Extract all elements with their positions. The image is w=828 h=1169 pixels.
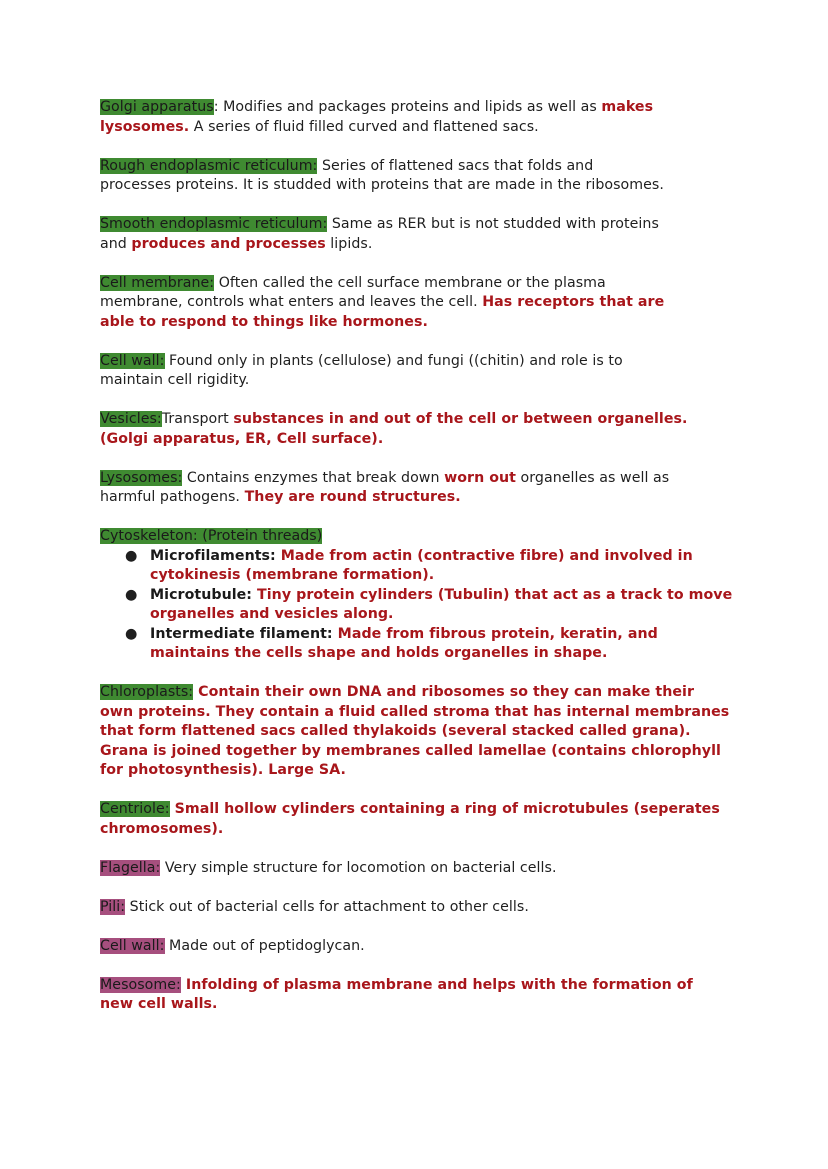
term-highlight: Cell membrane: [100, 274, 215, 291]
text-line [100, 235, 740, 255]
text-line [100, 176, 740, 196]
text-line [100, 118, 740, 138]
term-highlight: Cell wall: [100, 352, 165, 369]
definition-paragraph [100, 527, 740, 664]
term-highlight: Pili: [100, 898, 126, 915]
term-highlight: Rough endoplasmic reticulum: [100, 157, 318, 174]
definition-paragraph [100, 157, 740, 196]
text-line [100, 898, 740, 918]
body-text: Same as RER but is not studded with proteins [327, 216, 659, 232]
body-text: A series of fluid filled curved and flattened sacs. [189, 118, 539, 135]
text-line [100, 313, 740, 333]
emphasis-text: maintains the cells shape and holds organelles in shape. [150, 645, 608, 661]
text-line [150, 644, 740, 664]
emphasis-text: Has receptors that are [482, 294, 665, 310]
text-line [100, 274, 740, 294]
text-line [100, 761, 740, 781]
bullet-icon: ● [125, 625, 138, 642]
definition-paragraph [100, 800, 740, 839]
text-line [100, 215, 740, 235]
definition-paragraph [100, 898, 740, 918]
bullet-icon: ● [125, 586, 138, 603]
body-text: Made out of peptidoglycan. [164, 937, 365, 954]
bullet-term: Microfilaments: [150, 547, 281, 564]
emphasis-text: Grana is joined together by membranes called lamellae (contains chlorophyll [100, 742, 721, 759]
definition-paragraph [100, 976, 740, 1015]
body-text: Stick out of bacterial cells for attachment to other cells. [125, 898, 529, 915]
definition-paragraph [100, 683, 740, 781]
text-line [100, 293, 740, 313]
body-text: processes proteins. It is studded with proteins that are made in the ribosomes. [100, 177, 664, 193]
emphasis-text: produces and processes [131, 235, 326, 252]
body-text: Often called the cell surface membrane or the plasma [214, 274, 606, 291]
bullet-icon: ● [125, 547, 138, 564]
term-highlight: Centriole: [100, 801, 170, 817]
text-line [100, 683, 740, 703]
term-highlight: Mesosome: [100, 976, 181, 993]
emphasis-text: cytokinesis (membrane formation). [150, 567, 435, 583]
text-line [100, 469, 740, 489]
definition-paragraph [100, 274, 740, 333]
bullet-list [100, 547, 740, 664]
emphasis-text: chromosomes). [100, 820, 224, 837]
body-text: maintain cell rigidity. [100, 372, 250, 388]
term-highlight: Flagella: [100, 859, 161, 876]
text-line [100, 976, 740, 996]
document-page [100, 98, 740, 1034]
text-line [150, 566, 740, 586]
emphasis-text: Contain their own DNA and ribosomes so they can make their [193, 684, 695, 700]
bullet-term: Microtubule: [150, 586, 258, 603]
text-line [100, 157, 740, 177]
definition-paragraph [100, 937, 740, 957]
emphasis-text: own proteins. They contain a fluid called stroma that has internal membranes [100, 703, 730, 720]
text-line [100, 742, 740, 762]
emphasis-text: worn out [444, 469, 516, 486]
definition-paragraph [100, 98, 740, 137]
emphasis-text: Infolding of plasma membrane and helps with the formation of [180, 976, 693, 993]
body-text: membrane, controls what enters and leaves the cell. [100, 294, 483, 310]
emphasis-text: Made from fibrous protein, keratin, and [337, 625, 658, 642]
text-line [100, 800, 740, 820]
text-line [100, 371, 740, 391]
term-highlight: Lysosomes: [100, 469, 183, 486]
body-text: Found only in plants (cellulose) and fungi ((chitin) and role is to [164, 352, 623, 369]
emphasis-text: makes [601, 99, 654, 115]
text-line [100, 98, 740, 118]
text-line [100, 937, 740, 957]
emphasis-text: substances in and out of the cell or between organelles. [233, 411, 688, 427]
list-item [125, 586, 740, 625]
emphasis-text: lysosomes. [100, 118, 190, 135]
body-text: Contains enzymes that break down [182, 469, 445, 486]
definition-paragraph [100, 859, 740, 879]
text-line [100, 703, 740, 723]
text-line [100, 995, 740, 1015]
bullet-term: Intermediate filament: [150, 625, 338, 642]
emphasis-text: new cell walls. [100, 996, 218, 1012]
body-text: and [100, 235, 132, 252]
text-line [100, 722, 740, 742]
term-highlight: Chloroplasts: [100, 684, 194, 700]
emphasis-text: able to respond to things like hormones. [100, 313, 428, 330]
term-highlight: Smooth endoplasmic reticulum: [100, 216, 328, 232]
term-highlight: Golgi apparatus [100, 99, 214, 115]
text-line [150, 586, 740, 606]
emphasis-text: They are round structures. [244, 489, 461, 505]
list-item [125, 625, 740, 664]
term-highlight: Vesicles: [100, 411, 162, 427]
text-line [100, 410, 740, 430]
text-line [100, 488, 740, 508]
body-text: Series of flattened sacs that folds and [317, 157, 594, 174]
term-highlight: Cytoskeleton: (Protein threads) [100, 528, 323, 544]
list-item [125, 547, 740, 586]
body-text: lipids. [325, 235, 373, 252]
text-line [150, 625, 740, 645]
definition-paragraph [100, 410, 740, 449]
text-line [100, 527, 740, 547]
body-text: Transport [161, 411, 234, 427]
emphasis-text: that form flattened sacs called thylakoids (several stacked called grana). [100, 723, 691, 739]
body-text: Very simple structure for locomotion on bacterial cells. [160, 859, 557, 876]
text-line [100, 820, 740, 840]
body-text: : Modifies and packages proteins and lipids as well as [213, 99, 602, 115]
definition-paragraph [100, 469, 740, 508]
text-line [150, 547, 740, 567]
emphasis-text: Small hollow cylinders containing a ring of microtubules (seperates [169, 801, 720, 817]
text-line [100, 352, 740, 372]
text-line [100, 859, 740, 879]
emphasis-text: for photosynthesis). Large SA. [100, 762, 346, 778]
definition-paragraph [100, 215, 740, 254]
text-line [100, 430, 740, 450]
emphasis-text: Tiny protein cylinders (Tubulin) that act as a track to move [257, 586, 733, 603]
text-line [150, 605, 740, 625]
term-highlight: Cell wall: [100, 937, 165, 954]
emphasis-text: organelles and vesicles along. [150, 606, 394, 622]
body-text: organelles as well as [515, 469, 670, 486]
definition-paragraph [100, 352, 740, 391]
emphasis-text: (Golgi apparatus, ER, Cell surface). [100, 430, 384, 447]
emphasis-text: Made from actin (contractive fibre) and involved in [280, 547, 693, 564]
body-text: harmful pathogens. [100, 489, 245, 505]
